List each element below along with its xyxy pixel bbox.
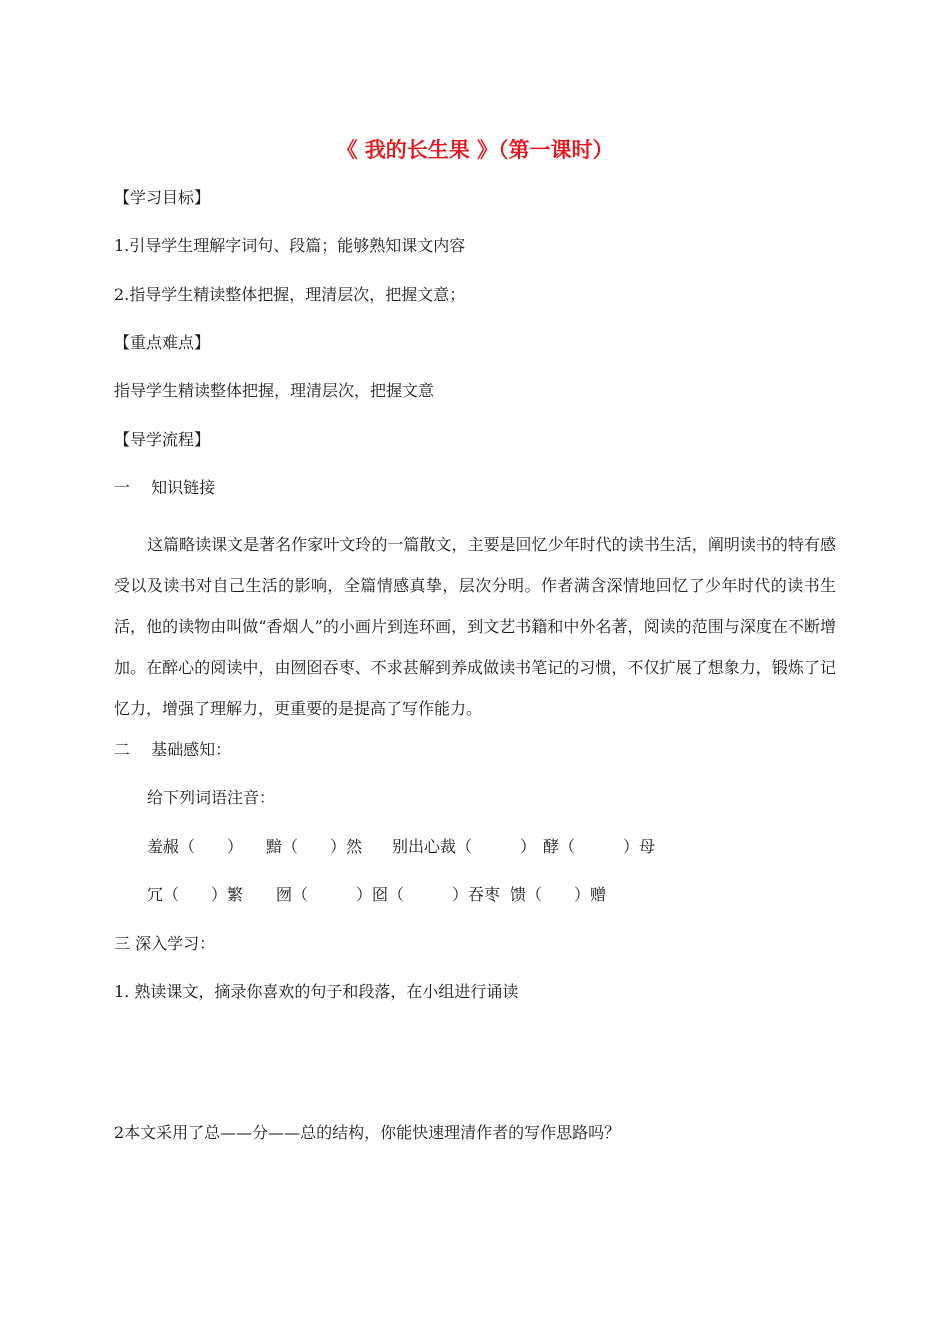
question-1: 1. 熟读课文，摘录你喜欢的句子和段落，在小组进行诵读 [114, 982, 519, 1001]
pinyin-item: 酵（ ）母 [543, 837, 656, 856]
pinyin-item: 别出心裁（ ） [392, 837, 537, 856]
part2-instruction: 给下列词语注音： [147, 788, 276, 807]
key-text: 指导学生精读整体把握，理清层次，把握文意 [114, 381, 435, 400]
goal-2: 2.指导学生精读整体把握，理清层次，把握文意； [114, 285, 466, 304]
question-2: 2本文采用了总——分——总的结构，你能快速理清作者的写作思路吗？ [114, 1123, 621, 1142]
pinyin-item: 羞赧（ ） [147, 837, 244, 856]
pinyin-item: 黯（ ）然 [266, 837, 363, 856]
pinyin-item: 馈（ ）赠 [510, 885, 607, 904]
goal-1: 1.引导学生理解字词句、段篇；能够熟知课文内容 [114, 236, 466, 255]
flow-heading: 【导学流程】 [114, 430, 211, 449]
part1-paragraph: 这篇略读课文是著名作家叶文玲的一篇散文，主要是回忆少年时代的读书生活，阐明读书的特有感受以及读书对自己生活的影响，全篇情感真挚，层次分明。作者满含深情地回忆了少年时代的读书生活，他的读物由叫做“香烟人”的小画片到连环画，到文艺书籍和中外名著，阅读的范围与深度在不断增加。在醉心的阅读中，由囫囵吞枣、不求甚解到养成做读书笔记的习惯，不仅扩展了想象力，锻炼了记忆力，增强了理解力，更重要的是提高了写作能力。 [114, 535, 836, 718]
pinyin-item: 冗（ ）繁 [147, 885, 244, 904]
key-heading: 【重点难点】 [114, 333, 211, 352]
pinyin-item: 囫（ ）囵（ ）吞枣 [276, 885, 501, 904]
part2-heading: 二 基础感知： [114, 740, 232, 759]
part3-heading: 三 深入学习： [114, 934, 216, 953]
goals-heading: 【学习目标】 [114, 188, 211, 207]
document-title: 《 我的长生果 》（第一课时） [336, 138, 614, 162]
part1-heading: 一 知识链接 [114, 478, 216, 497]
